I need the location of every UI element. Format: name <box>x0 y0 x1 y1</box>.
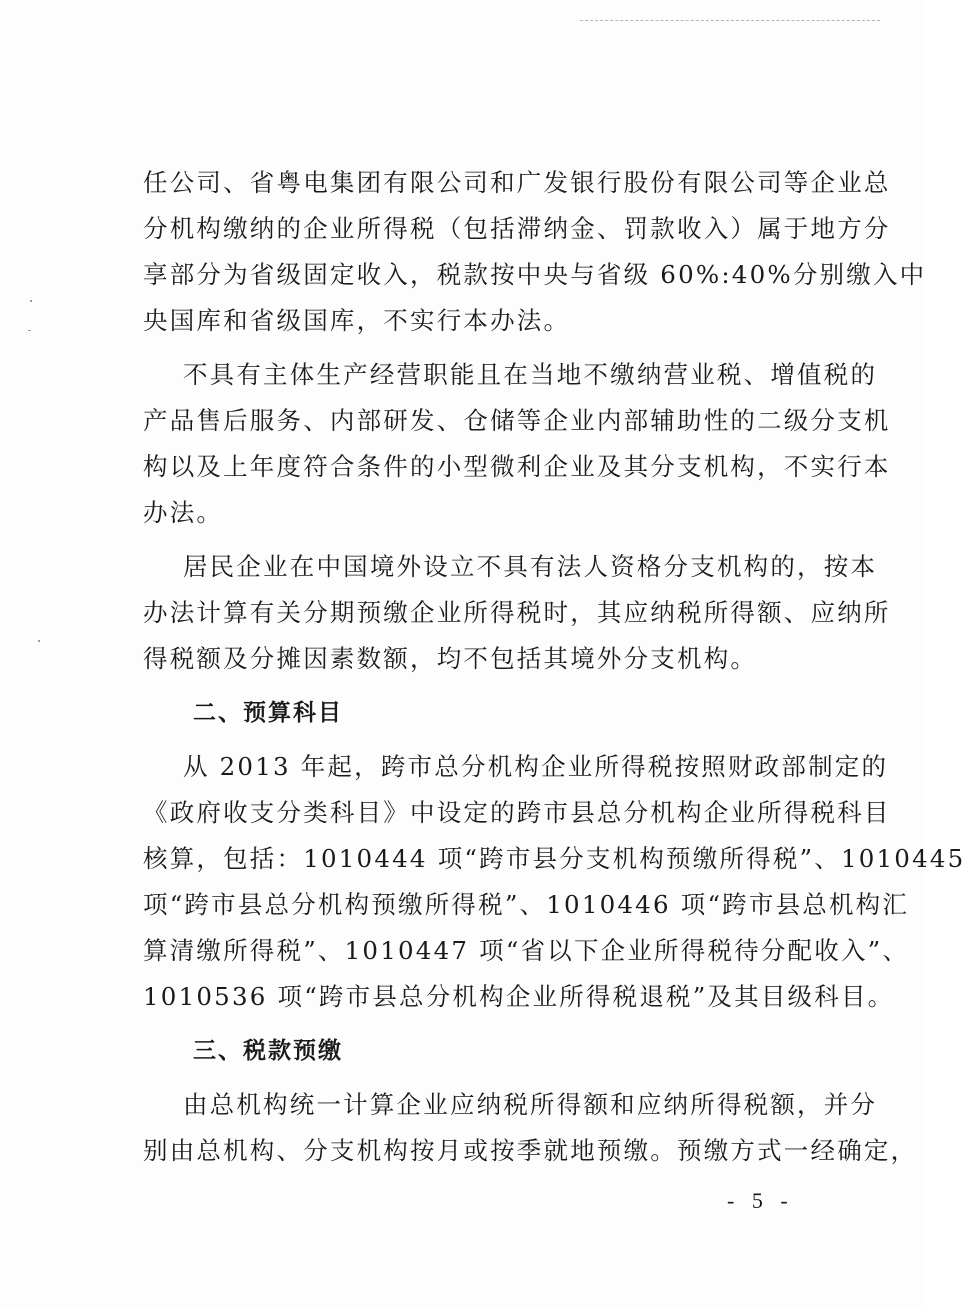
paragraph <box>143 352 891 536</box>
paragraph-line: 《政府收支分类科目》中设定的跨市县总分机构企业所得税科目 <box>143 798 891 827</box>
paragraph-line: 从 2013 年起，跨市总分机构企业所得税按照财政部制定的 <box>143 752 889 781</box>
paragraph-line: 央国库和省级国库，不实行本办法。 <box>143 306 571 335</box>
paragraph-line: 算清缴所得税”、1010447 项“省以下企业所得税待分配收入”、 <box>143 936 910 965</box>
paragraph-line: 别由总机构、分支机构按月或按季就地预缴。预缴方式一经确定， <box>143 1136 918 1165</box>
document-body <box>143 160 965 1182</box>
paragraph-line: 不具有主体生产经营职能且在当地不缴纳营业税、增值税的 <box>143 360 878 389</box>
section-heading: 三、税款预缴 <box>193 1038 343 1064</box>
scan-top-edge <box>580 20 880 22</box>
paragraph-line: 得税额及分摊因素数额，均不包括其境外分支机构。 <box>143 644 758 673</box>
paragraph <box>143 744 965 1020</box>
scan-speck <box>38 640 40 642</box>
paragraph-line: 分机构缴纳的企业所得税（包括滞纳金、罚款收入）属于地方分 <box>143 214 891 243</box>
paragraph-line: 核算，包括：1010444 项“跨市县分支机构预缴所得税”、1010445 <box>143 844 965 873</box>
paragraph-line: 产品售后服务、内部研发、仓储等企业内部辅助性的二级分支机 <box>143 406 891 435</box>
paragraph-line: 由总机构统一计算企业应纳税所得额和应纳所得税额，并分 <box>143 1090 878 1119</box>
paragraph <box>143 160 927 344</box>
paragraph-line: 办法。 <box>143 498 224 527</box>
paragraph-line: 居民企业在中国境外设立不具有法人资格分支机构的，按本 <box>143 552 878 581</box>
paragraph-line: 项“跨市县总分机构预缴所得税”、1010446 项“跨市县总机构汇 <box>143 890 910 919</box>
scan-speck <box>30 300 32 302</box>
paragraph-line: 享部分为省级固定收入，税款按中央与省级 60%:40%分别缴入中 <box>143 260 927 289</box>
scan-speck <box>28 330 31 331</box>
paragraph <box>143 1082 918 1174</box>
page-number: - 5 - <box>727 1188 794 1213</box>
paragraph <box>143 544 891 682</box>
paragraph-line: 构以及上年度符合条件的小型微利企业及其分支机构，不实行本 <box>143 452 891 481</box>
section-heading: 二、预算科目 <box>193 700 343 726</box>
paragraph-line: 1010536 项“跨市县总分机构企业所得税退税”及其目级科目。 <box>143 982 895 1011</box>
paragraph-line: 办法计算有关分期预缴企业所得税时，其应纳税所得额、应纳所 <box>143 598 891 627</box>
paragraph-line: 任公司、省粤电集团有限公司和广发银行股份有限公司等企业总 <box>143 168 891 197</box>
